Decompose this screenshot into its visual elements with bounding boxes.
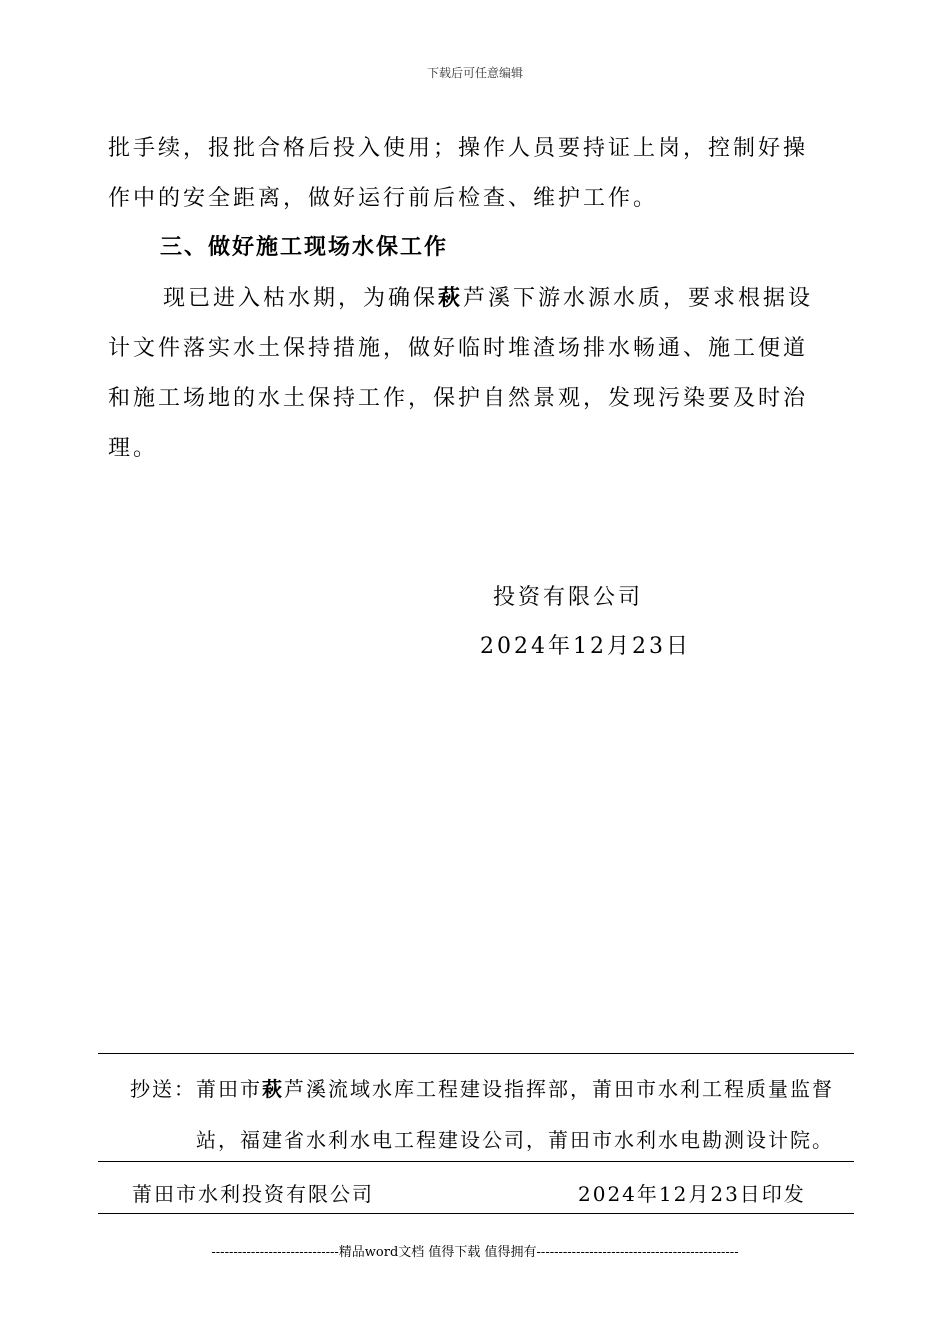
para1-line2: 作中的安全距离，做好运行前后检查、维护工作。 [108,186,659,211]
para1-line1: 批手续，报批合格后投入使用；操作人员要持证上岗，控制好操 [108,136,809,161]
distribution-line2: 站，福建省水利水电工程建设公司，莆田市水利水电勘测设计院。 [196,1128,834,1152]
header-note: 下载后可任意编辑 [426,66,523,80]
distribution-label: 抄送： [130,1077,196,1101]
distribution-line1 [130,1075,834,1103]
signature-date: 2024年12月23日 [480,634,691,659]
issuer-date: 2024年12月23日印发 [578,1182,806,1206]
para2-line1-c: 芦溪下游水源水质，要求根据设 [463,286,814,311]
distribution-line1-b: 萩 [262,1077,284,1101]
para2-line2: 计文件落实水土保持措施，做好临时堆渣场排水畅通、施工便道 [108,336,809,361]
divider-bottom [98,1213,854,1214]
para2-line1 [163,284,923,314]
para2-line4: 理。 [108,436,159,461]
para2-line1-b: 萩 [438,286,464,311]
divider-top [98,1053,854,1054]
issuer-org: 莆田市水利投资有限公司 [132,1182,374,1206]
footer-note: -----------------------------精品word文档 值得下载 值得拥有---------------------------------------------- [211,1245,739,1260]
para2-line3: 和施工场地的水土保持工作，保护自然景观，发现污染要及时治 [108,386,809,411]
divider-middle [98,1161,854,1162]
signature-org: 投资有限公司 [493,585,644,610]
section-heading: 三、做好施工现场水保工作 [160,235,449,260]
distribution-line1-a: 莆田市 [196,1077,262,1101]
para2-line1-a: 现已进入枯水期，为确保 [163,286,439,311]
distribution-line1-c: 芦溪流域水库工程建设指挥部，莆田市水利工程质量监督 [284,1077,834,1101]
